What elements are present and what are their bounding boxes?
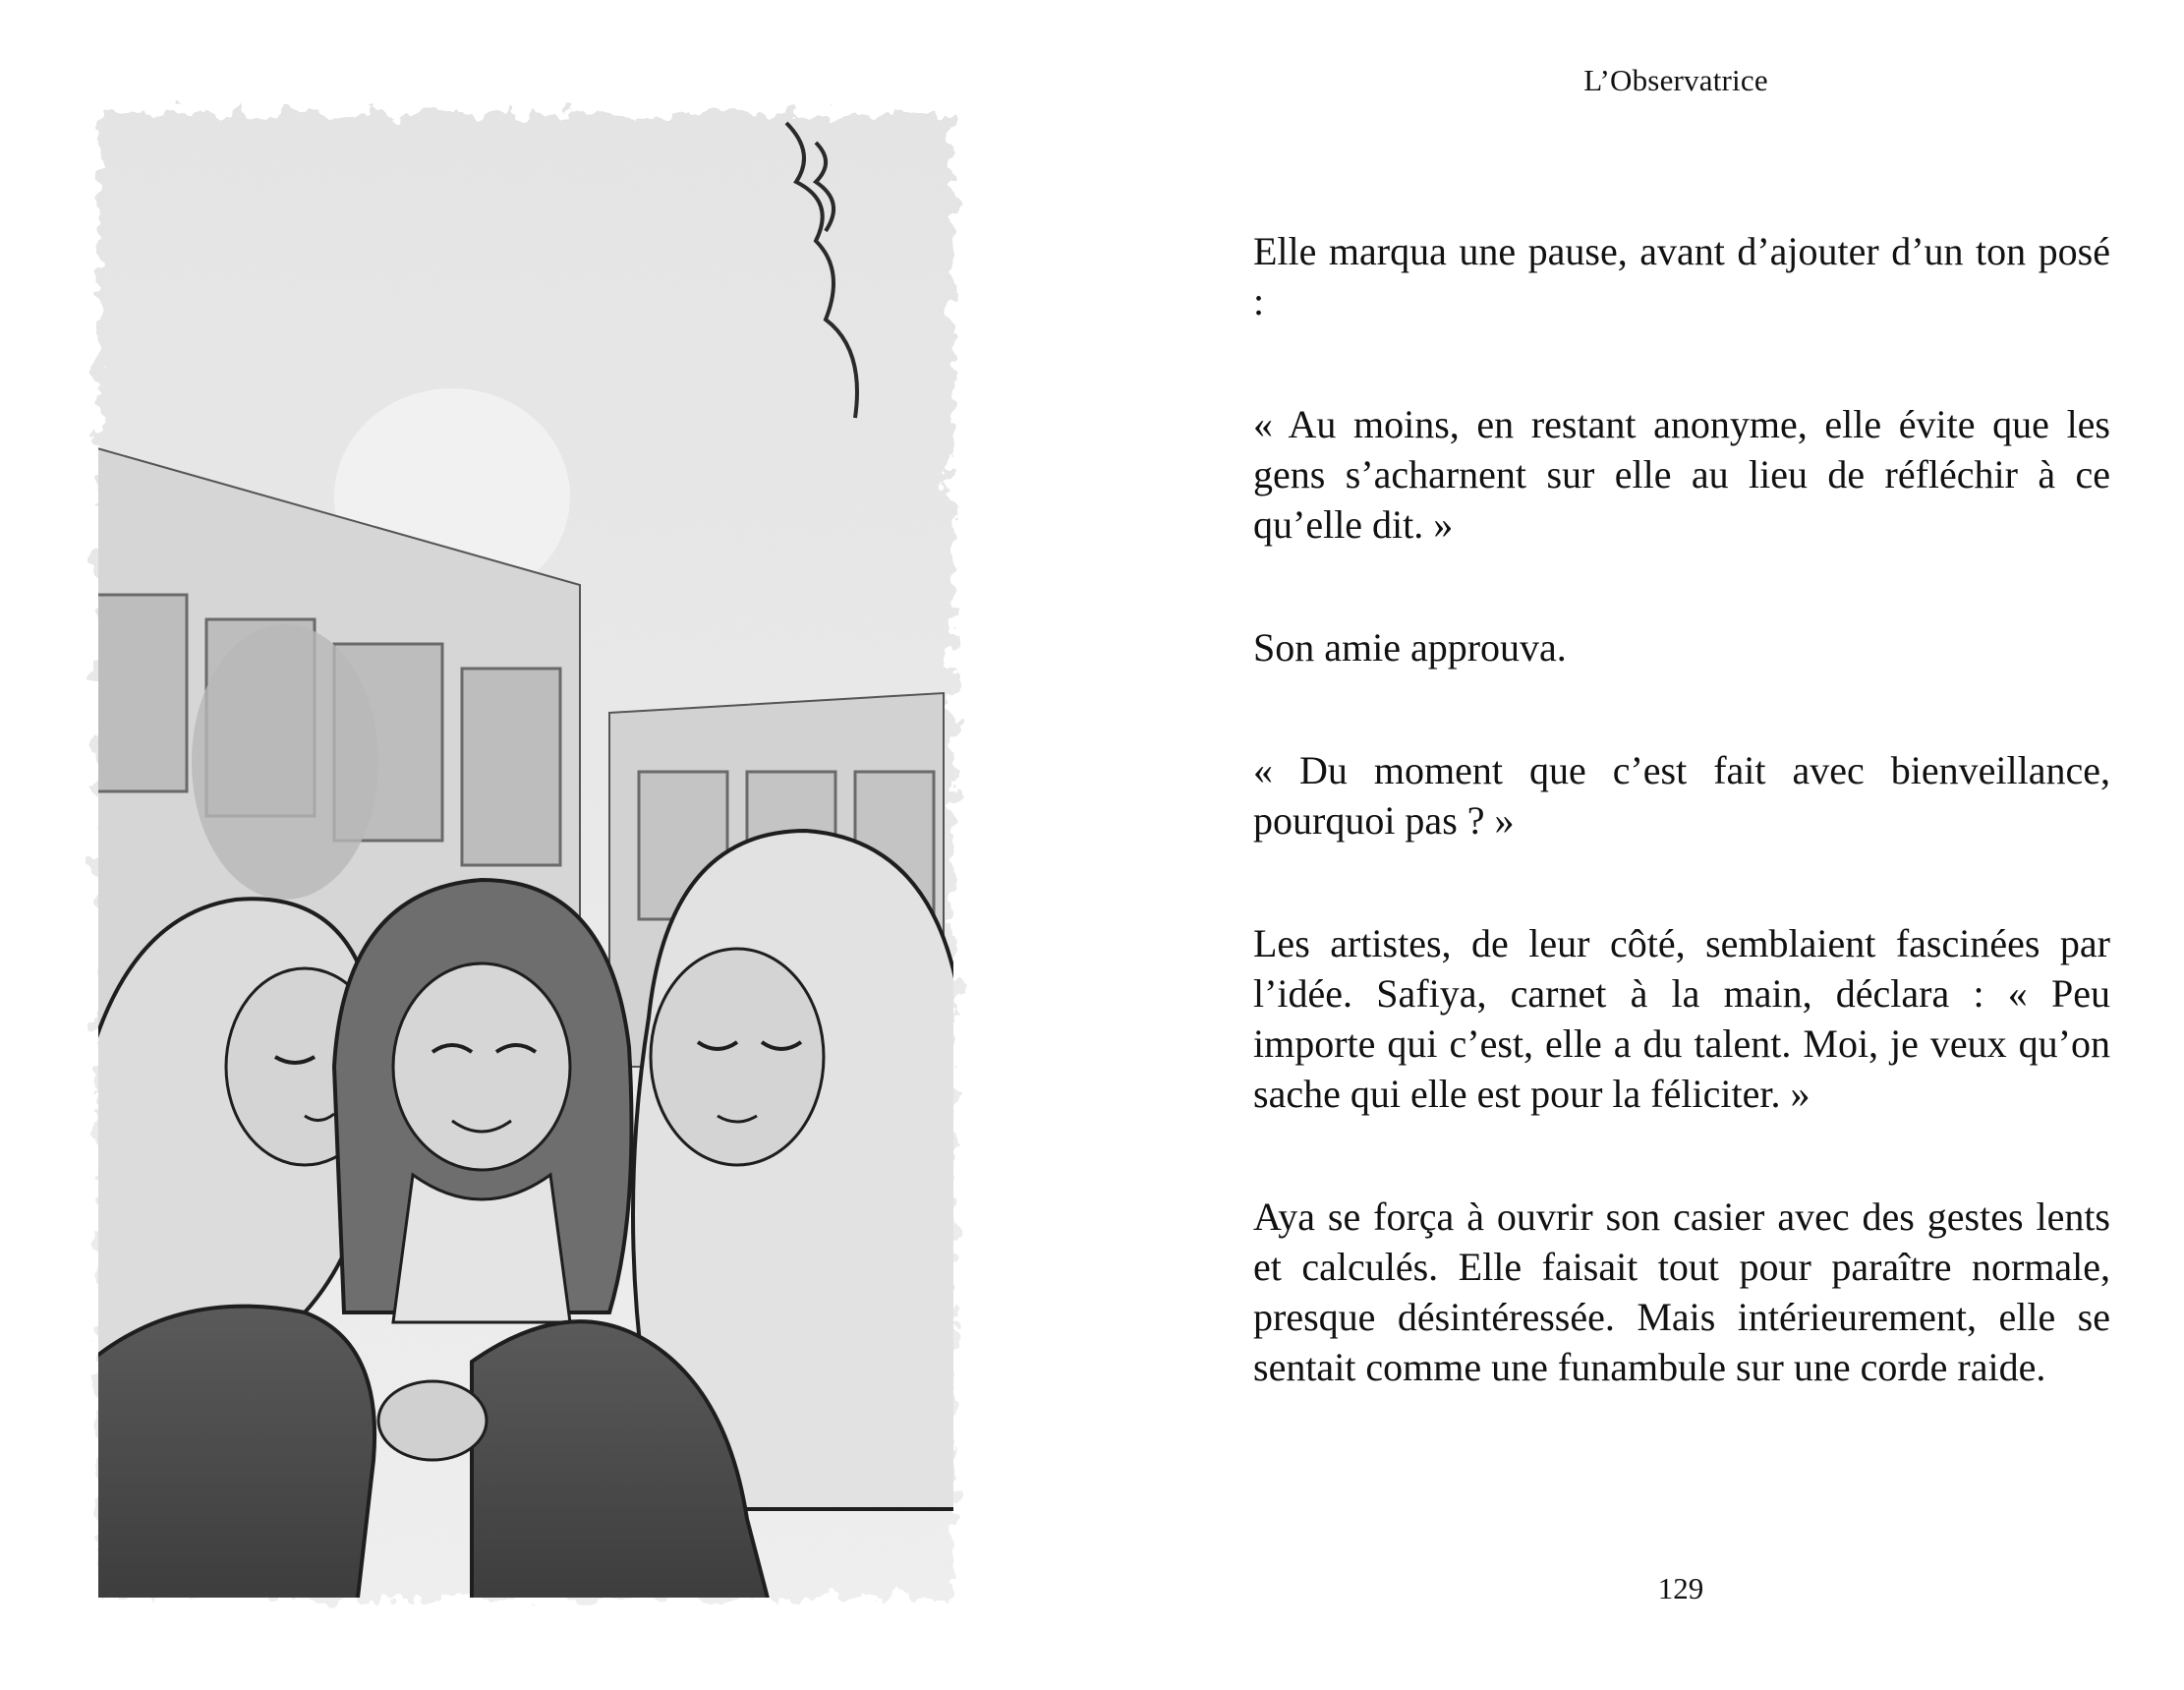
chapter-illustration [59,84,988,1632]
paragraph-3: Son amie approuva. [1253,625,1567,670]
paragraph-4: « Du moment que c’est fait avec bienveillance, pourquoi pas ? » [1253,748,2110,843]
paragraph-1: Elle marqua une pause, avant d’ajouter d’un ton posé : [1253,229,2110,323]
paragraph-2: « Au moins, en restant anonyme, elle évite que les gens s’acharnent sur elle au lieu de réfléchir à ce qu’elle dit. » [1253,402,2110,547]
three-girls-illustration [59,84,988,1632]
paragraph-5: Les artistes, de leur côté, semblaient fascinées par l’idée. Safiya, carnet à la main, déclara : « Peu importe qui c’est, elle a du talent. Moi, je veux qu’on sache qui elle est pour la féliciter. » [1253,921,2110,1116]
running-head-title: L’Observatrice [1583,63,1768,97]
page-number: 129 [1657,1571,1704,1605]
paragraph-6: Aya se força à ouvrir son casier avec des gestes lents et calculés. Elle faisait tout pour paraître normale, presque désintéressée. Mais intérieurement, elle se sentait comme une funambule sur une corde raide. [1253,1195,2110,1389]
body-text [1253,226,2110,1392]
